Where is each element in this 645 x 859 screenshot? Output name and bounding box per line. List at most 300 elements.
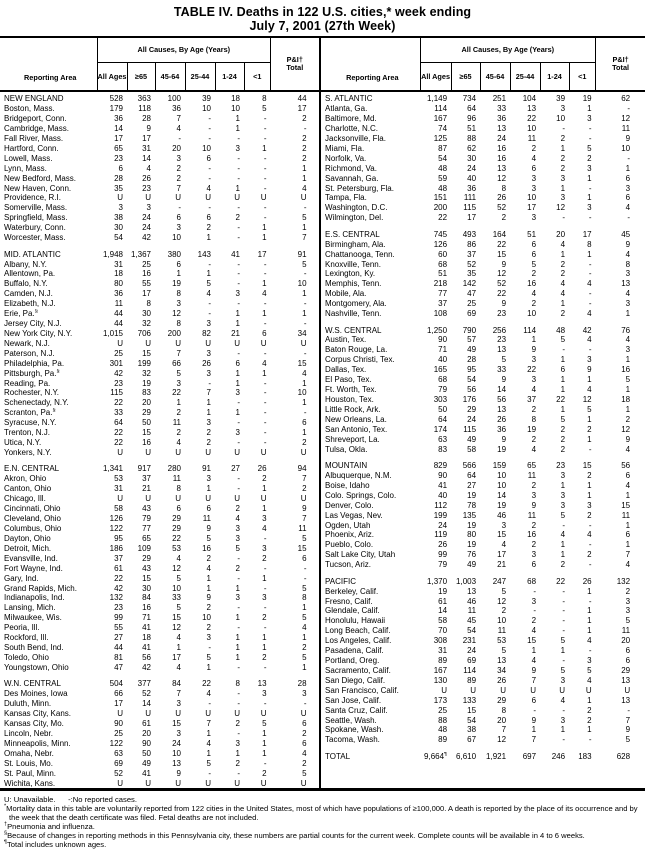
reporting-area-cell: Pittsburgh, Pa.§ bbox=[4, 368, 60, 378]
value-cell: 199 bbox=[433, 510, 448, 520]
value-cell: - bbox=[208, 114, 211, 124]
value-cell: 29 bbox=[172, 514, 181, 524]
value-cell: 218 bbox=[433, 279, 448, 289]
value-cell: U bbox=[470, 685, 477, 695]
value-cell: 31 bbox=[114, 484, 123, 494]
value-cell: 1 bbox=[302, 173, 307, 183]
value-cell: 7 bbox=[625, 715, 631, 725]
value-cell: 62 bbox=[621, 94, 631, 104]
value-cell: 44 bbox=[114, 319, 123, 329]
value-cell: 10 bbox=[202, 613, 211, 623]
value-cell: 114 bbox=[523, 325, 537, 335]
reporting-area-cell: Buffalo, N.Y. bbox=[4, 279, 48, 289]
col-header-45-64: 45-64 bbox=[155, 63, 185, 92]
value-cell: 200 bbox=[433, 203, 448, 213]
value-cell: 3 bbox=[625, 269, 631, 279]
value-cell: - bbox=[237, 438, 240, 448]
col-header-25-44: 25-44 bbox=[510, 63, 540, 92]
table-row bbox=[0, 184, 319, 194]
value-cell: 37 bbox=[527, 394, 537, 404]
value-cell: 76 bbox=[621, 325, 631, 335]
value-cell: 5 bbox=[176, 368, 181, 378]
value-cell: 1 bbox=[560, 385, 566, 395]
table-row bbox=[321, 335, 645, 345]
value-cell: 48 bbox=[438, 183, 448, 193]
value-cell: 1 bbox=[531, 725, 537, 735]
section-row bbox=[0, 679, 319, 689]
value-cell: - bbox=[562, 735, 566, 745]
value-cell: U bbox=[175, 193, 181, 203]
value-cell: 6 bbox=[625, 646, 631, 656]
value-cell: 31 bbox=[142, 143, 151, 153]
value-cell: - bbox=[562, 213, 566, 223]
value-cell: 114 bbox=[434, 104, 448, 114]
value-cell: 25 bbox=[467, 299, 477, 309]
table-row bbox=[0, 379, 319, 389]
value-cell: U bbox=[145, 338, 151, 348]
value-cell: 4 bbox=[206, 738, 211, 748]
value-cell: 1 bbox=[625, 163, 631, 173]
value-cell: 64 bbox=[467, 104, 477, 114]
value-cell: 7 bbox=[625, 550, 631, 560]
value-cell: 3 bbox=[146, 203, 151, 213]
value-cell: 1 bbox=[262, 738, 267, 748]
reporting-area-cell: Salt Lake City, Utah bbox=[325, 550, 396, 560]
value-cell: 6 bbox=[625, 193, 631, 203]
reporting-area-cell: Ft. Worth, Tex. bbox=[325, 385, 377, 395]
table-row bbox=[321, 686, 645, 696]
value-cell: 5 bbox=[262, 718, 267, 728]
value-cell: 58 bbox=[438, 616, 448, 626]
value-cell: - bbox=[237, 279, 240, 289]
value-cell: - bbox=[263, 758, 267, 768]
value-cell: 28 bbox=[467, 355, 477, 365]
value-cell: 25 bbox=[142, 259, 151, 269]
value-cell: - bbox=[562, 124, 566, 134]
value-cell: 706 bbox=[137, 328, 151, 338]
value-cell: 24 bbox=[172, 738, 181, 748]
value-cell: 176 bbox=[462, 394, 477, 404]
value-cell: U bbox=[234, 193, 240, 203]
value-cell: 12 bbox=[582, 394, 592, 404]
table-row bbox=[0, 349, 319, 359]
value-cell: 1 bbox=[587, 490, 592, 500]
value-cell: 1 bbox=[302, 378, 307, 388]
value-cell: 55 bbox=[114, 623, 123, 633]
table-row bbox=[321, 560, 645, 570]
value-cell: 28 bbox=[142, 114, 151, 124]
value-cell: 4 bbox=[560, 695, 566, 705]
value-cell: 3 bbox=[560, 193, 566, 203]
value-cell: 21 bbox=[231, 328, 240, 338]
reporting-area-cell: Lansing, Mich. bbox=[4, 603, 56, 613]
value-cell: 6 bbox=[302, 738, 307, 748]
value-cell: U bbox=[117, 193, 123, 203]
table-row bbox=[0, 448, 319, 458]
value-cell: 3 bbox=[531, 355, 537, 365]
value-cell: 3 bbox=[625, 596, 631, 606]
reporting-area-cell: Houston, Tex. bbox=[325, 394, 374, 404]
value-cell: 22 bbox=[172, 388, 181, 398]
value-cell: 58 bbox=[114, 504, 123, 514]
value-cell: 1 bbox=[302, 428, 307, 438]
value-cell: 42 bbox=[582, 325, 592, 335]
reporting-area-cell: San Jose, Calif. bbox=[325, 695, 382, 705]
value-cell: 2 bbox=[587, 470, 592, 480]
value-cell: 16 bbox=[497, 153, 507, 163]
value-cell: 7 bbox=[176, 348, 181, 358]
value-cell: 43 bbox=[142, 563, 151, 573]
value-cell: 2 bbox=[176, 163, 181, 173]
value-cell: 159 bbox=[492, 461, 507, 471]
value-cell: 94 bbox=[297, 464, 307, 474]
value-cell: 11 bbox=[527, 133, 537, 143]
value-cell: 12 bbox=[497, 735, 507, 745]
value-cell: 1 bbox=[587, 193, 592, 203]
value-cell: 2 bbox=[262, 474, 267, 484]
value-cell: 22 bbox=[114, 438, 123, 448]
reporting-area-cell: San Antonio, Tex. bbox=[325, 424, 388, 434]
value-cell: 17 bbox=[142, 289, 151, 299]
value-cell: 3 bbox=[206, 474, 211, 484]
value-cell: 5 bbox=[302, 259, 307, 269]
value-cell: 90 bbox=[114, 718, 123, 728]
value-cell: 1,370 bbox=[427, 576, 448, 586]
table-row bbox=[0, 524, 319, 534]
value-cell: 5 bbox=[501, 355, 507, 365]
value-cell: 10 bbox=[172, 233, 181, 243]
table-row bbox=[0, 203, 319, 213]
value-cell: 57 bbox=[467, 335, 477, 345]
table-row bbox=[0, 398, 319, 408]
reporting-area-cell: Kansas City, Kans. bbox=[4, 709, 71, 719]
value-cell: 5 bbox=[501, 646, 507, 656]
value-cell: 4 bbox=[262, 289, 267, 299]
value-cell: 46 bbox=[467, 596, 477, 606]
table-row bbox=[321, 521, 645, 531]
value-cell: 2 bbox=[531, 143, 537, 153]
value-cell: 63 bbox=[438, 434, 448, 444]
table-row bbox=[321, 345, 645, 355]
value-cell: 4 bbox=[531, 153, 537, 163]
value-cell: U bbox=[300, 778, 307, 788]
reporting-area-cell: San Francisco, Calif. bbox=[325, 685, 399, 695]
reporting-area-cell: Santa Cruz, Calif. bbox=[325, 705, 388, 715]
center-divider bbox=[319, 36, 322, 788]
reporting-area-cell: Akron, Ohio bbox=[4, 474, 47, 484]
value-cell: 1,341 bbox=[102, 464, 123, 474]
value-cell: 16 bbox=[202, 543, 211, 553]
value-cell: 5 bbox=[560, 636, 566, 646]
value-cell: 3 bbox=[235, 388, 240, 398]
reporting-area-cell: Dallas, Tex. bbox=[325, 365, 367, 375]
value-cell: 280 bbox=[167, 464, 181, 474]
value-cell: 829 bbox=[433, 461, 448, 471]
value-cell: 8 bbox=[501, 183, 507, 193]
value-cell: U bbox=[530, 685, 537, 695]
value-cell: 4 bbox=[206, 183, 211, 193]
value-cell: 29 bbox=[621, 665, 631, 675]
value-cell: 12 bbox=[497, 269, 507, 279]
value-cell: 15 bbox=[497, 530, 507, 540]
value-cell: 18 bbox=[231, 94, 240, 104]
value-cell: 24 bbox=[142, 223, 151, 233]
value-cell: 4 bbox=[262, 523, 267, 533]
value-cell: 20 bbox=[556, 229, 566, 239]
value-cell: 4 bbox=[146, 163, 151, 173]
value-cell: 1 bbox=[206, 583, 211, 593]
value-cell: - bbox=[237, 699, 240, 709]
value-cell: - bbox=[237, 474, 240, 484]
reporting-area-cell: South Bend, Ind. bbox=[4, 643, 64, 653]
value-cell: 1 bbox=[262, 279, 267, 289]
value-cell: 13 bbox=[497, 404, 507, 414]
value-cell: 19 bbox=[497, 444, 507, 454]
reporting-area-cell: Miami, Fla. bbox=[325, 143, 365, 153]
value-cell: 68 bbox=[438, 259, 448, 269]
value-cell: 3 bbox=[176, 699, 181, 709]
reporting-area-cell: Baton Rouge, La. bbox=[325, 345, 388, 355]
value-cell: - bbox=[237, 662, 240, 672]
reporting-area-cell: Fort Wayne, Ind. bbox=[4, 563, 63, 573]
value-cell: 1,015 bbox=[102, 328, 123, 338]
value-cell: 13 bbox=[172, 758, 181, 768]
table-row bbox=[0, 134, 319, 144]
col-header-1-24: 1-24 bbox=[540, 63, 569, 92]
value-cell: - bbox=[208, 699, 211, 709]
value-cell: 1 bbox=[206, 408, 211, 418]
reporting-area-cell: Camden, N.J. bbox=[4, 289, 53, 299]
value-cell: 1 bbox=[587, 586, 592, 596]
value-cell: 5 bbox=[302, 768, 307, 778]
value-cell: 6 bbox=[531, 249, 537, 259]
value-cell: 77 bbox=[142, 523, 151, 533]
value-cell: 38 bbox=[114, 213, 123, 223]
reporting-area-cell: Scranton, Pa.§ bbox=[4, 408, 56, 418]
value-cell: - bbox=[263, 378, 267, 388]
value-cell: 45 bbox=[467, 616, 477, 626]
value-cell: 17 bbox=[527, 203, 537, 213]
value-cell: 1 bbox=[235, 633, 240, 643]
table-row bbox=[0, 514, 319, 524]
value-cell: 10 bbox=[497, 480, 507, 490]
value-cell: - bbox=[562, 606, 566, 616]
value-cell: 6 bbox=[302, 418, 307, 428]
value-cell: 1 bbox=[262, 504, 267, 514]
table-row bbox=[0, 329, 319, 339]
reporting-area-cell: Pasadena, Calif. bbox=[325, 646, 384, 656]
value-cell: - bbox=[562, 520, 566, 530]
value-cell: U bbox=[260, 709, 267, 719]
table-row bbox=[321, 164, 645, 174]
value-cell: 71 bbox=[142, 613, 151, 623]
reporting-area-cell: Spokane, Wash. bbox=[325, 725, 384, 735]
value-cell: - bbox=[208, 299, 211, 309]
value-cell: 3 bbox=[206, 319, 211, 329]
value-cell: 14 bbox=[497, 385, 507, 395]
value-cell: U bbox=[300, 338, 307, 348]
value-cell: - bbox=[627, 153, 631, 163]
value-cell: 9 bbox=[531, 715, 537, 725]
value-cell: 2 bbox=[560, 269, 566, 279]
value-cell: 2 bbox=[235, 758, 240, 768]
value-cell: 26 bbox=[438, 540, 448, 550]
value-cell: 12 bbox=[497, 596, 507, 606]
value-cell: 9 bbox=[625, 725, 631, 735]
pi-total-header bbox=[271, 37, 319, 91]
value-cell: 52 bbox=[497, 279, 507, 289]
value-cell: 4 bbox=[302, 623, 307, 633]
value-cell: 16 bbox=[142, 269, 151, 279]
value-cell: 18 bbox=[114, 269, 123, 279]
all-causes-header: All Causes, By Age (Years) bbox=[97, 37, 271, 63]
table-row bbox=[321, 405, 645, 415]
value-cell: 69 bbox=[467, 309, 477, 319]
value-cell: 2 bbox=[206, 223, 211, 233]
value-cell: 9 bbox=[206, 523, 211, 533]
value-cell: - bbox=[588, 289, 592, 299]
reporting-area-cell: St. Petersburg, Fla. bbox=[325, 183, 394, 193]
value-cell: 2 bbox=[176, 428, 181, 438]
value-cell: 4 bbox=[302, 368, 307, 378]
value-cell: 2 bbox=[235, 563, 240, 573]
value-cell: 4 bbox=[587, 279, 592, 289]
left-panel-body bbox=[0, 91, 319, 788]
value-cell: 6 bbox=[531, 239, 537, 249]
value-cell: 11 bbox=[114, 299, 123, 309]
value-cell: 15 bbox=[467, 705, 477, 715]
value-cell: 83 bbox=[438, 444, 448, 454]
table-row bbox=[0, 729, 319, 739]
table-row bbox=[0, 504, 319, 514]
title-line-2: July 7, 2001 (27th Week) bbox=[249, 19, 396, 34]
value-cell: 9,664¶ bbox=[424, 751, 448, 761]
reporting-area-cell: Richmond, Va. bbox=[325, 163, 377, 173]
value-cell: 2 bbox=[560, 133, 566, 143]
value-cell: 33 bbox=[114, 408, 123, 418]
value-cell: 40 bbox=[438, 490, 448, 500]
value-cell: U bbox=[300, 193, 307, 203]
value-cell: 46 bbox=[497, 510, 507, 520]
value-cell: - bbox=[237, 153, 240, 163]
value-cell: 1 bbox=[531, 335, 537, 345]
value-cell: - bbox=[178, 133, 181, 143]
value-cell: 1 bbox=[587, 480, 592, 490]
value-cell: - bbox=[263, 408, 267, 418]
value-cell: 1 bbox=[625, 520, 631, 530]
value-cell: 109 bbox=[137, 543, 151, 553]
table-row bbox=[321, 587, 645, 597]
value-cell: - bbox=[237, 173, 240, 183]
reporting-area-cell: St. Louis, Mo. bbox=[4, 758, 53, 768]
value-cell: 22 bbox=[202, 679, 211, 689]
value-cell: U bbox=[234, 338, 240, 348]
value-cell: - bbox=[303, 203, 307, 213]
value-cell: 1 bbox=[235, 368, 240, 378]
value-cell: 13 bbox=[621, 675, 631, 685]
value-cell: 10 bbox=[556, 114, 566, 124]
value-cell: 1 bbox=[625, 355, 631, 365]
value-cell: 251 bbox=[492, 94, 507, 104]
value-cell: 22 bbox=[556, 576, 566, 586]
value-cell: 8 bbox=[587, 239, 592, 249]
value-cell: 48 bbox=[556, 325, 566, 335]
value-cell: - bbox=[562, 626, 566, 636]
value-cell: 1 bbox=[235, 583, 240, 593]
value-cell: 745 bbox=[433, 229, 448, 239]
table-row bbox=[0, 193, 319, 203]
table-row bbox=[321, 471, 645, 481]
value-cell: - bbox=[263, 124, 267, 134]
value-cell: 126 bbox=[109, 514, 123, 524]
value-cell: 11 bbox=[621, 626, 631, 636]
value-cell: 15 bbox=[142, 428, 151, 438]
value-cell: 3 bbox=[560, 104, 566, 114]
value-cell: 80 bbox=[114, 279, 123, 289]
value-cell: 4 bbox=[625, 249, 631, 259]
value-cell: 4 bbox=[625, 289, 631, 299]
value-cell: 2 bbox=[560, 424, 566, 434]
value-cell: - bbox=[237, 573, 240, 583]
value-cell: 47 bbox=[114, 662, 123, 672]
value-cell: U bbox=[260, 193, 267, 203]
value-cell: U bbox=[175, 494, 181, 504]
value-cell: 22 bbox=[114, 573, 123, 583]
value-cell: 5 bbox=[206, 279, 211, 289]
value-cell: 9 bbox=[176, 768, 181, 778]
value-cell: 4 bbox=[587, 530, 592, 540]
reporting-area-cell: Philadelphia, Pa. bbox=[4, 358, 65, 368]
value-cell: 135 bbox=[462, 510, 477, 520]
value-cell: - bbox=[303, 699, 307, 709]
table-row bbox=[0, 438, 319, 448]
reporting-area-cell: Knoxville, Tenn. bbox=[325, 259, 381, 269]
value-cell: 15 bbox=[527, 636, 537, 646]
page-title bbox=[0, 0, 645, 33]
value-cell: 19 bbox=[582, 94, 592, 104]
table-row bbox=[321, 375, 645, 385]
value-cell: 56 bbox=[497, 394, 507, 404]
value-cell: 18 bbox=[621, 394, 631, 404]
reporting-area-cell: New Haven, Conn. bbox=[4, 183, 72, 193]
value-cell: 917 bbox=[137, 464, 151, 474]
value-cell: 12 bbox=[621, 424, 631, 434]
reporting-area-cell: Toledo, Ohio bbox=[4, 652, 49, 662]
section-row bbox=[321, 91, 645, 104]
reporting-area-cell: Boston, Mass. bbox=[4, 104, 55, 114]
value-cell: 7 bbox=[531, 675, 537, 685]
value-cell: 1 bbox=[560, 550, 566, 560]
value-cell: 1 bbox=[587, 375, 592, 385]
value-cell: 10 bbox=[202, 143, 211, 153]
value-cell: 2 bbox=[531, 616, 537, 626]
value-cell: 26 bbox=[202, 358, 211, 368]
reporting-area-cell: E.S. CENTRAL bbox=[325, 229, 380, 239]
value-cell: 114 bbox=[463, 665, 477, 675]
value-cell: 1 bbox=[560, 375, 566, 385]
value-cell: 69 bbox=[114, 758, 123, 768]
value-cell: 247 bbox=[492, 576, 507, 586]
value-cell: 301 bbox=[109, 358, 123, 368]
value-cell: 3 bbox=[262, 514, 267, 524]
value-cell: 1,149 bbox=[427, 94, 448, 104]
value-cell: - bbox=[263, 623, 267, 633]
value-cell: 7 bbox=[302, 514, 307, 524]
table-row bbox=[0, 319, 319, 329]
value-cell: U bbox=[175, 448, 181, 458]
value-cell: 3 bbox=[531, 213, 537, 223]
reporting-area-cell: Seattle, Wash. bbox=[325, 715, 377, 725]
